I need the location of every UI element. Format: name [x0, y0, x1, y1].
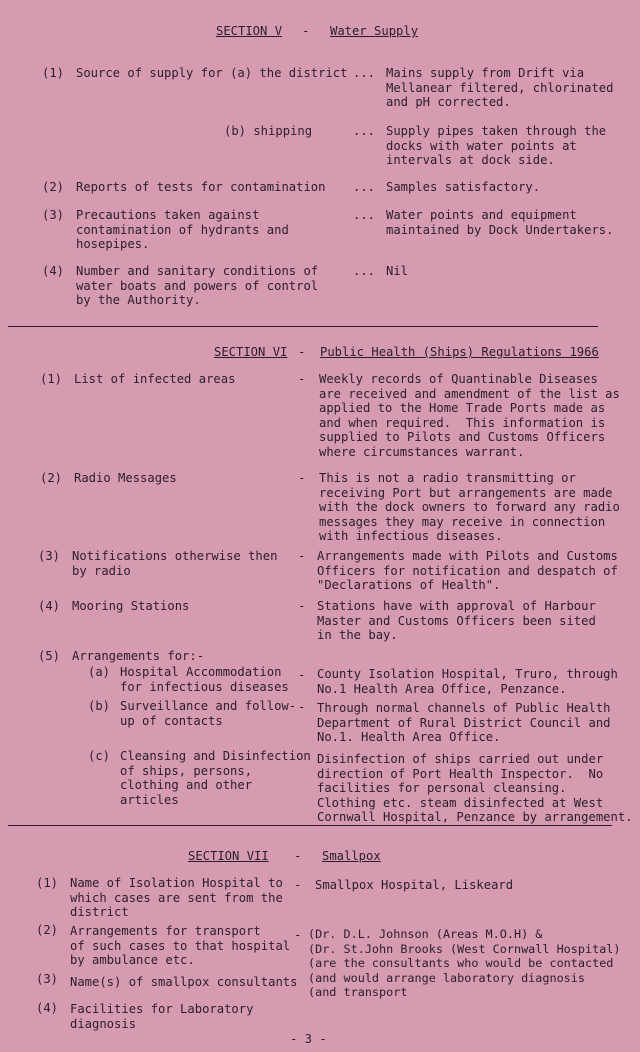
- section-v-subject: Water Supply: [330, 24, 419, 38]
- s6-item3-number: (3): [38, 549, 61, 563]
- s6-sub-b-label: Surveillance and follow- up of contacts: [120, 699, 297, 728]
- s5-item3-text: Water points and equipment maintained by Dock Undertakers.: [386, 208, 614, 237]
- s7-item3-number: (3): [36, 972, 59, 986]
- s7-item1-label: Name of Isolation Hospital to which cases are sent from the district: [70, 876, 283, 920]
- s6-item1-number: (1): [40, 372, 63, 386]
- s5-item3-number: (3): [42, 208, 65, 222]
- s5-item4-dots: ...: [353, 264, 376, 278]
- s6-sub-a-letter: (a): [88, 665, 111, 679]
- s5-item2-label: Reports of tests for contamination: [76, 180, 326, 194]
- s6-item4-dash: -: [298, 599, 306, 613]
- s7-item4-number: (4): [36, 1001, 59, 1015]
- s5-item2-dots: ...: [353, 180, 376, 194]
- s5-item1-dots: ...: [353, 66, 376, 80]
- s6-sub-a-text: County Isolation Hospital, Truro, through No.1 Health Area Office, Penzance.: [317, 667, 618, 696]
- s5-item1b-label: (b) shipping: [224, 124, 313, 138]
- s6-item2-text: This is not a radio transmitting or receiving Port but arrangements are made with the dock owners to forward any radio messages they may receive in connection with infectious diseases.: [319, 471, 620, 544]
- s6-sub-c-letter: (c): [88, 749, 111, 763]
- s5-item4-number: (4): [42, 264, 65, 278]
- section-vii-subject: Smallpox: [322, 849, 381, 863]
- s5-item4-text: Nil: [386, 264, 409, 278]
- s6-item1-text: Weekly records of Quantinable Diseases are received and amendment of the list as applied to the Home Trade Ports made as and when required. This information is supplied to Pilots and Customs Officers where circumstances warrant.: [319, 372, 620, 459]
- s6-sub-b-letter: (b): [88, 699, 111, 713]
- s6-sub-b-dash: -: [298, 700, 306, 714]
- s6-item5-label: Arrangements for:-: [72, 649, 205, 663]
- section-v-dash: -: [302, 24, 310, 38]
- s6-sub-c-text: Disinfection of ships carried out under direction of Port Health Inspector. No facilities for personal cleansing. Clothing etc. steam disinfected at West Cornwall Hospital, Penzance by arrangement.: [317, 752, 633, 825]
- section-vii-title: SECTION VII: [188, 849, 269, 863]
- s5-item3-dots: ...: [353, 208, 376, 222]
- s7-consultants-bracket-text: (Dr. D.L. Johnson (Areas M.O.H) & (Dr. St.John Brooks (West Cornwall Hospital) (are the consultants who would be contacted (and would arrange laboratory diagnosis (and transport: [308, 927, 621, 1000]
- s5-item1-label: Source of supply for (a) the district: [76, 66, 348, 80]
- s5-item1-number: (1): [42, 66, 65, 80]
- s5-item1b-dots: ...: [353, 124, 376, 138]
- s5-item1-text: Mains supply from Drift via Mellanear filtered, chlorinated and pH corrected.: [386, 66, 614, 110]
- s5-item3-label: Precautions taken against contamination of hydrants and hosepipes.: [76, 208, 289, 252]
- section-divider: [8, 825, 612, 826]
- s7-item1-dash: -: [294, 878, 302, 892]
- s6-item4-label: Mooring Stations: [72, 599, 190, 613]
- s7-item4-label: Facilities for Laboratory diagnosis: [70, 1002, 254, 1031]
- s7-item3-label: Name(s) of smallpox consultants: [70, 975, 298, 989]
- s6-sub-a-dash: -: [298, 668, 306, 682]
- s7-item2-label: Arrangements for transport of such cases to that hospital by ambulance etc.: [70, 924, 291, 968]
- s5-item2-number: (2): [42, 180, 65, 194]
- s6-item3-text: Arrangements made with Pilots and Customs Officers for notification and despatch of "Declarations of Health".: [317, 549, 618, 593]
- section-vi-dash: -: [298, 345, 306, 359]
- s5-item4-label: Number and sanitary conditions of water boats and powers of control by the Authority.: [76, 264, 319, 308]
- s5-item2-text: Samples satisfactory.: [386, 180, 541, 194]
- page-number: - 3 -: [290, 1032, 327, 1046]
- s5-item1b-text: Supply pipes taken through the docks with water points at intervals at dock side.: [386, 124, 607, 168]
- s6-item1-dash: -: [298, 372, 306, 386]
- s6-sub-a-label: Hospital Accommodation for infectious diseases: [120, 665, 289, 694]
- s7-item2-number: (2): [36, 923, 59, 937]
- section-vi-title: SECTION VI: [214, 345, 288, 359]
- s6-item1-label: List of infected areas: [74, 372, 236, 386]
- section-vii-dash: -: [294, 849, 302, 863]
- s6-item4-number: (4): [38, 599, 61, 613]
- s7-item2-dash: -: [294, 928, 302, 942]
- s6-item2-number: (2): [40, 471, 63, 485]
- s6-item2-dash: -: [298, 471, 306, 485]
- s6-sub-b-text: Through normal channels of Public Health Department of Rural District Council and No.1. Health Area Office.: [317, 701, 611, 745]
- s6-item3-label: Notifications otherwise then by radio: [72, 549, 278, 578]
- section-v-title: SECTION V: [216, 24, 283, 38]
- s6-item2-label: Radio Messages: [74, 471, 177, 485]
- s6-sub-c-label: Cleansing and Disinfection of ships, persons, clothing and other articles: [120, 749, 311, 807]
- section-divider: [8, 326, 598, 327]
- s6-item3-dash: -: [298, 549, 306, 563]
- s6-item5-number: (5): [38, 649, 61, 663]
- s7-item1-number: (1): [36, 876, 59, 890]
- s6-item4-text: Stations have with approval of Harbour Master and Customs Officers been sited in the bay.: [317, 599, 596, 643]
- section-vi-subject: Public Health (Ships) Regulations 1966: [320, 345, 599, 359]
- s7-item1-text: Smallpox Hospital, Liskeard: [315, 878, 514, 892]
